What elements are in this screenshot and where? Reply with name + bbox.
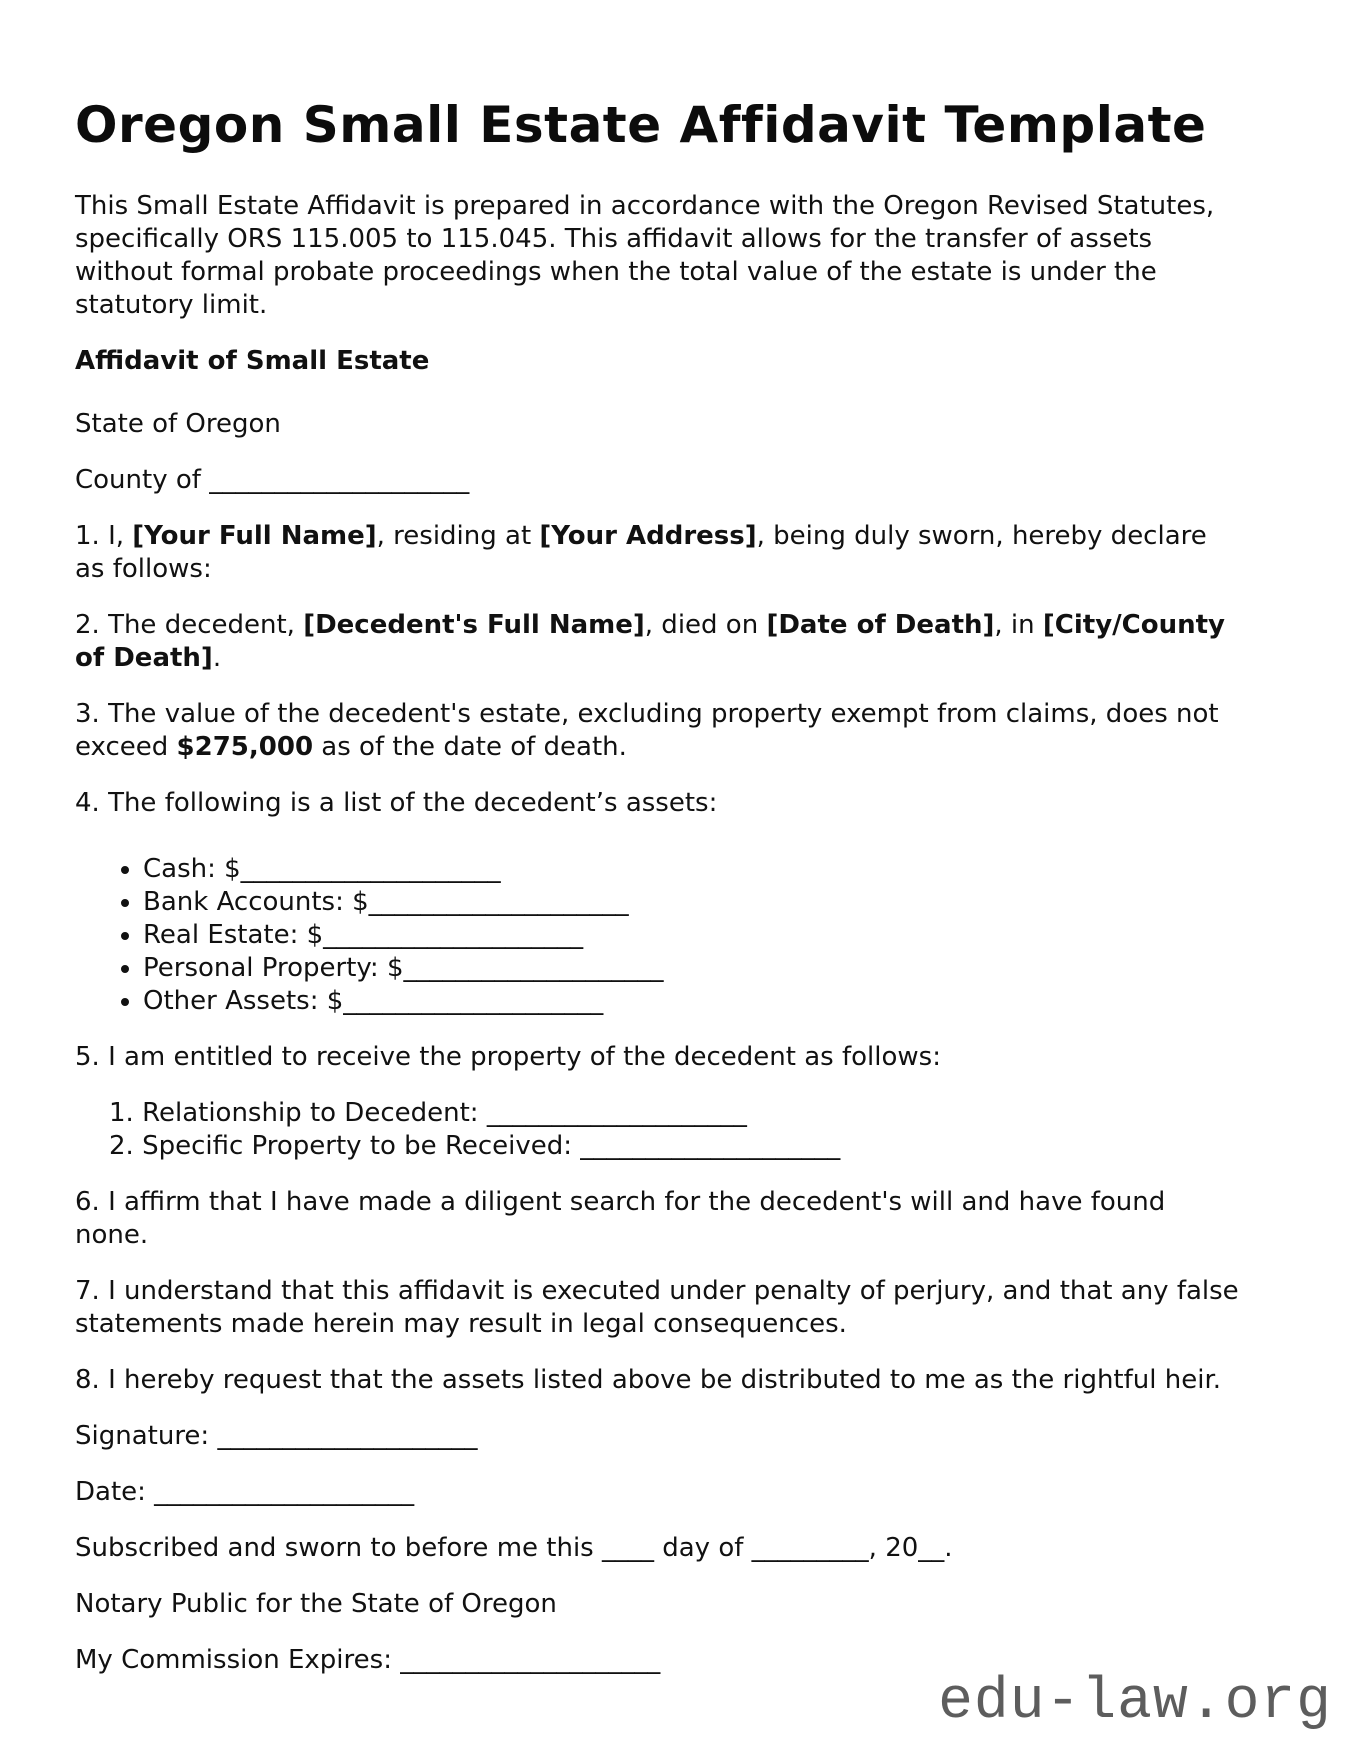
clause-2-text: . [212,643,222,673]
commission-line: My Commission Expires: ____________________ [75,1645,661,1675]
clause-1-text: , being duly sworn, hereby declare as follows: [75,521,1207,584]
placeholder-your-full-name: [Your Full Name] [132,521,377,551]
asset-item-bank-accounts: • Bank Accounts: $____________________ [143,886,1244,919]
clause-perjury: 7. I understand that this affidavit is executed under penalty of perjury, and that any false statements made herein may result in legal consequences. [75,1276,1239,1339]
clause-declarant [75,520,1244,586]
entitlement-list [109,1097,1244,1163]
intro-paragraph: This Small Estate Affidavit is prepared in accordance with the Oregon Revised Statutes, specifically ORS 115.005 to 115.045. This affidavit allows for the transfer of assets without formal probate proceedings when the total value of the estate is under the statutory limit. [75,191,1215,320]
clause-1-text: , residing at [376,521,540,551]
asset-item-personal-property: • Personal Property: $____________________ [143,952,1244,985]
county-line: County of ____________________ [75,465,470,495]
clause-3-text: 3. The value of the decedent's estate, excluding property exempt from claims, does not exceed [75,699,1219,762]
section-heading: Affidavit of Small Estate [75,346,430,376]
clause-3-text: as of the date of death. [313,732,627,762]
sworn-line: Subscribed and sworn to before me this ____ day of _________, 20__. [75,1533,953,1563]
clause-estate-value [75,698,1244,764]
asset-item-other-assets: • Other Assets: $____________________ [143,985,1244,1018]
placeholder-decedent-name: [Decedent's Full Name] [303,610,645,640]
asset-item-real-estate: • Real Estate: $____________________ [143,919,1244,952]
placeholder-date-of-death: [Date of Death] [766,610,995,640]
clause-2-text: , in [994,610,1043,640]
clause-decedent [75,609,1244,675]
estate-value-amount: $275,000 [176,732,314,762]
date-line: Date: ____________________ [75,1477,415,1507]
asset-item-cash: • Cash: $____________________ [143,853,1244,886]
clause-distribution-request: 8. I hereby request that the assets listed above be distributed to me as the rightful heir. [75,1365,1222,1395]
clause-2-text: 2. The decedent, [75,610,304,640]
clause-entitlement: 5. I am entitled to receive the property of the decedent as follows: [75,1042,941,1072]
placeholder-city-county-of-death: [City/County of Death] [75,610,1225,673]
notary-line: Notary Public for the State of Oregon [75,1589,557,1619]
placeholder-your-address: [Your Address] [539,521,757,551]
clause-will-search: 6. I affirm that I have made a diligent search for the decedent's will and have found none. [75,1187,1166,1250]
clause-1-text: 1. I, [75,521,133,551]
clause-2-text: , died on [644,610,767,640]
document-title: Oregon Small Estate Affidavit Template [75,96,1207,154]
watermark-edu-law: edu-law.org [938,1670,1332,1735]
state-line: State of Oregon [75,409,281,439]
entitlement-item-specific-property: 2. Specific Property to be Received: ____________________ [109,1131,841,1161]
signature-line: Signature: ____________________ [75,1421,478,1451]
clause-assets-intro: 4. The following is a list of the decedent’s assets: [75,788,718,818]
entitlement-item-relationship: 1. Relationship to Decedent: ____________________ [109,1098,747,1128]
assets-list [75,853,1244,1018]
